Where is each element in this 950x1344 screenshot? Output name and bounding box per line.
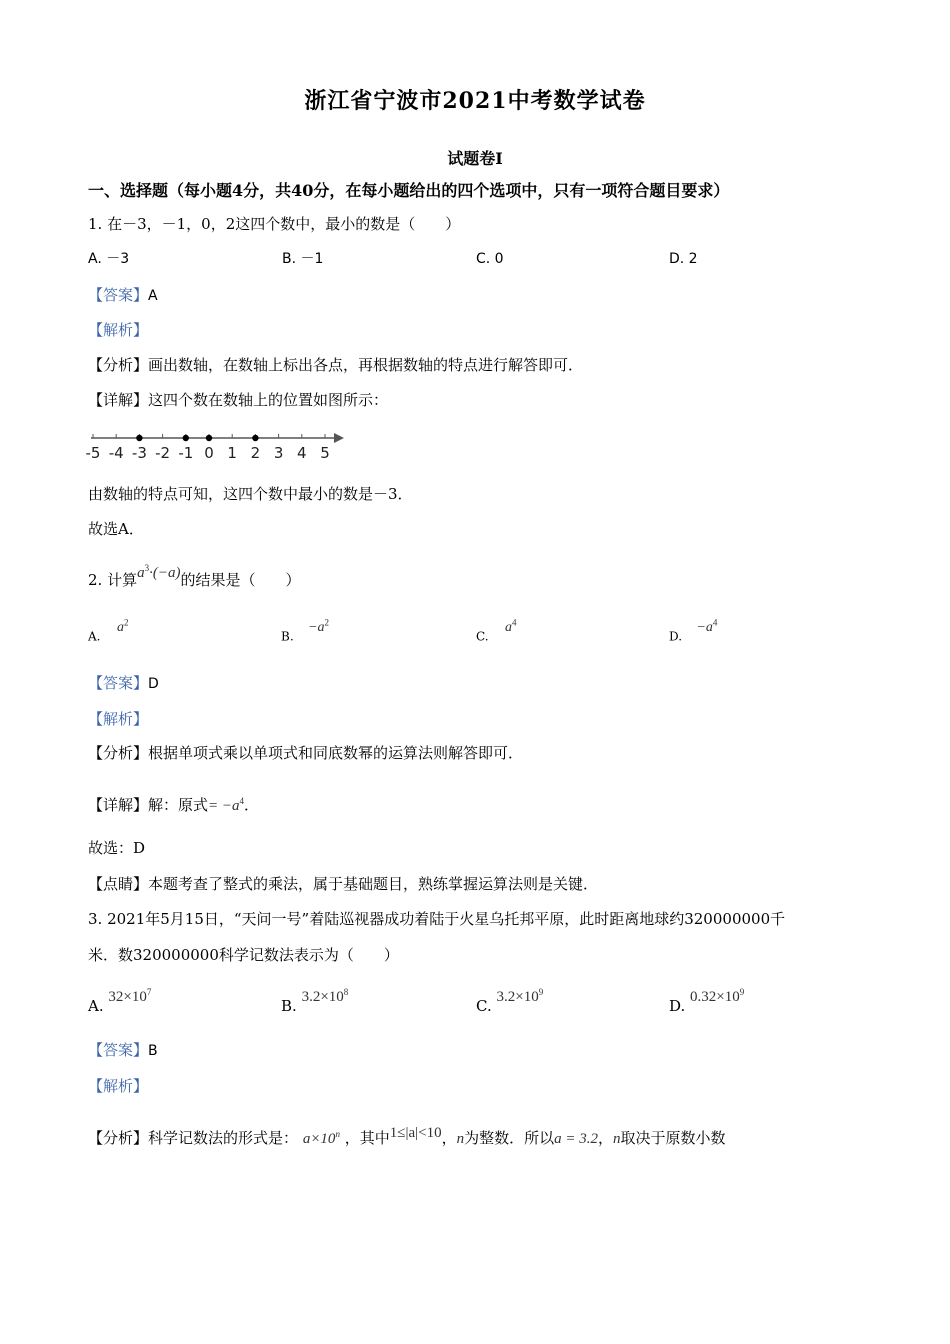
answer-value: B xyxy=(148,1043,158,1059)
option-letter: C. xyxy=(476,629,489,644)
q1-option-c: C. 0 xyxy=(476,251,504,267)
fenxi-text: 根据单项式乘以单项式和同底数幂的运算法则解答即可． xyxy=(148,744,524,762)
section-heading: 一、选择题（每小题4分，共40分，在每小题给出的四个选项中，只有一项符合题目要求） xyxy=(88,181,730,200)
number-line-arrow-icon xyxy=(334,433,344,443)
q2-jiexi-tag: 【解析】 xyxy=(88,710,149,728)
q3-option-a: A. $32\times 10^7$ xyxy=(88,987,152,1015)
xiangjie-text: 解：原式 xyxy=(148,796,209,814)
xiangjie-exp: 4 xyxy=(239,796,245,806)
q2-xiangjie: 【详解】解：原式= $-a^4$． xyxy=(88,796,260,814)
q3-option-b: B. $3.2\times 10^8$ xyxy=(281,987,349,1015)
q3-jiexi-tag: 【解析】 xyxy=(88,1077,149,1095)
q1-stem: 1. 在－3，－1，0，2这四个数中，最小的数是（ ） xyxy=(88,215,461,233)
q3-answer xyxy=(88,1040,158,1061)
q2-choose: 故选：D xyxy=(88,839,146,857)
fenxi-tag: 【分析】 xyxy=(88,1129,149,1147)
q3-option-c: C. $3.2\times 10^9$ xyxy=(476,987,544,1015)
q2-answer xyxy=(88,673,159,694)
q2-suffix: 的结果是（ ） xyxy=(180,571,301,589)
number-line-point xyxy=(252,435,258,441)
q2-option-d: D. $-a^4$ xyxy=(669,617,718,644)
q2-expr-rest: ·(−a) xyxy=(149,565,181,581)
number-line-point xyxy=(136,435,142,441)
number-line-label: 0 xyxy=(204,444,214,462)
option-letter: C. xyxy=(476,997,492,1015)
fenxi-text: 画出数轴，在数轴上标出各点，再根据数轴的特点进行解答即可． xyxy=(148,356,584,374)
number-line-label: 3 xyxy=(273,444,284,462)
option-letter: B. xyxy=(281,629,294,644)
answer-value: A xyxy=(148,288,158,304)
q3-stem-line2: 米．数320000000科学记数法表示为（ ） xyxy=(88,946,399,964)
number-line-label: 4 xyxy=(297,444,307,462)
answer-tag: 【答案】 xyxy=(88,286,149,304)
dianjing-tag: 【点睛】 xyxy=(88,875,149,893)
option-letter: A. xyxy=(88,997,104,1015)
q1-fenxi xyxy=(88,355,583,375)
q1-answer xyxy=(88,285,158,306)
q3-option-d: D. $0.32\times 10^9$ xyxy=(669,987,745,1015)
q1-option-d: D. 2 xyxy=(669,251,698,267)
xiangjie-tag: 【详解】 xyxy=(88,391,149,409)
paper-subtitle: 试题卷Ⅰ xyxy=(447,149,503,168)
number-line-label: -4 xyxy=(108,444,124,462)
number-line-label: 5 xyxy=(320,444,330,462)
number-line xyxy=(86,426,348,464)
option-letter: A. xyxy=(88,629,101,644)
q2-prefix: 2. 计算 xyxy=(88,571,138,589)
answer-tag: 【答案】 xyxy=(88,1041,149,1059)
fenxi-range: 1≤|a|<10 xyxy=(389,1125,442,1141)
q2-option-a: A. $a^2$ xyxy=(88,617,129,644)
number-line-point xyxy=(206,435,212,441)
q3-fenxi: 【分析】科学记数法的形式是： $a\times 10^n$ ，其中1≤|a|<10，n为整数．所以a = 3.2，n取决于原数小数 xyxy=(88,1125,726,1147)
answer-value: D xyxy=(148,676,159,692)
q2-option-c: C. $a^4$ xyxy=(476,617,517,644)
q1-conclusion: 由数轴的特点可知，这四个数中最小的数是－3． xyxy=(88,485,413,503)
number-line-point xyxy=(183,435,189,441)
q1-jiexi-tag: 【解析】 xyxy=(88,321,149,339)
xiangjie-expr: = −a xyxy=(208,798,240,814)
q3-stem-line1: 3. 2021年5月15日，“天问一号”着陆巡视器成功着陆于火星乌托邦平原，此时距离地球约320000000千 xyxy=(88,910,786,928)
exam-title: 浙江省宁波市2021中考数学试卷 xyxy=(304,88,646,114)
number-line-label: -2 xyxy=(155,444,171,462)
q2-fenxi xyxy=(88,743,523,763)
option-letter: D. xyxy=(669,629,683,644)
answer-tag: 【答案】 xyxy=(88,674,149,692)
number-line-label: -1 xyxy=(178,444,194,462)
fenxi-tag: 【分析】 xyxy=(88,744,149,762)
fenxi-expr: a×10 xyxy=(302,1131,336,1147)
xiangjie-tag: 【详解】 xyxy=(88,796,149,814)
number-line-label: -3 xyxy=(131,444,147,462)
fenxi-tag: 【分析】 xyxy=(88,356,149,374)
number-line-label: 1 xyxy=(227,444,237,462)
q2-dianjing xyxy=(88,874,598,894)
q1-option-a: A. －3 xyxy=(88,251,130,267)
fenxi-a-value: a = 3.2 xyxy=(554,1131,598,1147)
dianjing-text: 本题考查了整式的乘法，属于基础题目，熟练掌握运算法则是关键． xyxy=(148,875,599,893)
number-line-label: 2 xyxy=(250,444,261,462)
q2-option-b: B. $-a^2$ xyxy=(281,617,330,644)
q2-stem xyxy=(88,563,301,591)
xiangjie-text: 这四个数在数轴上的位置如图所示： xyxy=(148,391,389,409)
q2-expr-exp: 3 xyxy=(144,563,150,573)
option-letter: D. xyxy=(669,997,686,1015)
number-line-label: -5 xyxy=(86,444,101,462)
q1-option-b: B. －1 xyxy=(282,251,324,267)
option-letter: B. xyxy=(281,997,297,1015)
q2-expr-base: a xyxy=(137,565,145,581)
q1-xiangjie xyxy=(88,390,388,410)
q1-choose: 故选A． xyxy=(88,520,144,538)
